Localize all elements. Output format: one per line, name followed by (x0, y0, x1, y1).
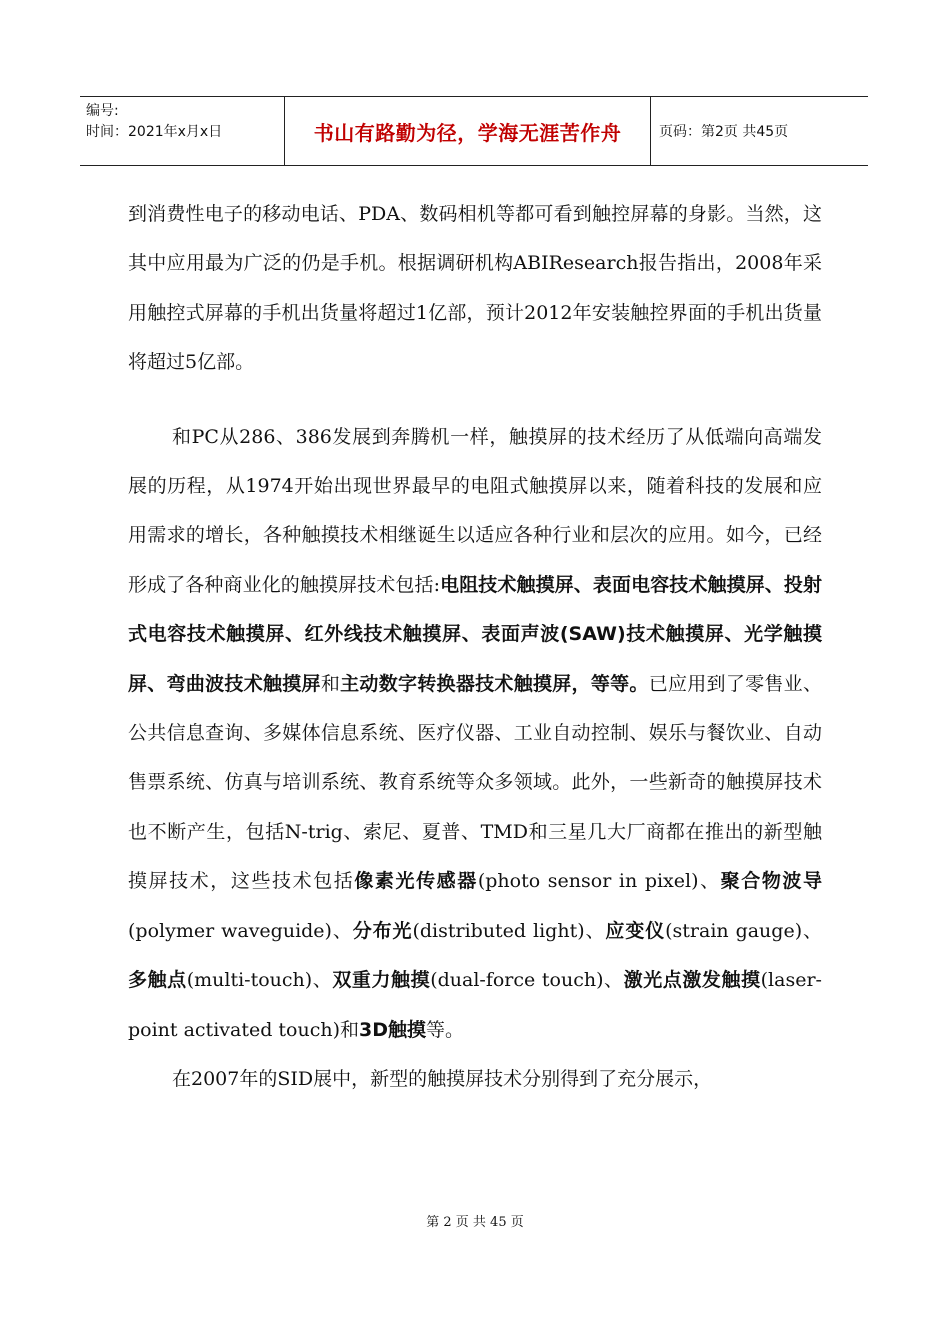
text-segment: (polymer waveguide)、 (128, 919, 353, 942)
paragraph (128, 1055, 822, 1104)
paragraph (128, 413, 822, 1055)
document-body (128, 190, 822, 1104)
bold-text-segment: 主动数字转换器技术触摸屏，等等。 (340, 672, 649, 695)
page-header (80, 96, 868, 166)
text-segment: (strain gauge)、 (665, 919, 823, 942)
text-segment: 在2007年的SID展中，新型的触摸屏技术分别得到了充分展示， (172, 1067, 713, 1090)
document-time-label: 时间：2021年x月x日 (86, 124, 223, 140)
text-segment: 等。 (426, 1018, 465, 1041)
text-segment: 和 (320, 672, 341, 695)
bold-text-segment: 多触点 (128, 969, 187, 992)
text-segment: 和PC从286、386发展到奔腾机一样，触摸屏的技术经历了从低端向高端发展的历程，从1974开始出现世界最早的电阻式触摸屏以来，随着科技的发展和应用需求的增长，各种触摸技术相继诞生以适应各种行业和层次的应用。如今，已经形成了各种商业化的触摸屏技术包括: (128, 425, 822, 596)
text-segment: (multi-touch)、 (186, 969, 333, 992)
paragraph (128, 190, 822, 388)
bold-text-segment: 3D触摸 (359, 1018, 427, 1041)
bold-text-segment: 双重力触摸 (332, 969, 431, 992)
bold-text-segment: 像素光传感器 (354, 870, 478, 893)
text-segment: (dual-force touch)、 (430, 969, 624, 992)
bold-text-segment: 电阻技术触摸屏、表面电容技术触摸屏、投射式电容技术触摸屏、红外线技术触摸屏、表面声波(SAW)技术触摸屏、光学触摸屏、弯曲波技术触摸屏 (128, 573, 822, 695)
page-footer: 第 2 页 共 45 页 (426, 1215, 524, 1230)
bold-text-segment: 应变仪 (605, 919, 666, 942)
bold-text-segment: 聚合物波导 (720, 870, 822, 893)
text-segment: 已应用到了零售业、公共信息查询、多媒体信息系统、医疗仪器、工业自动控制、娱乐与餐饮业、自动售票系统、仿真与培训系统、教育系统等众多领域。此外，一些新奇的触摸屏技术也不断产生，包括N-trig、索尼、夏普、TMD和三星几大厂商都在推出的新型触摸屏技术，这些技术包括 (128, 672, 822, 893)
bold-text-segment: 激光点激发触摸 (623, 969, 761, 992)
text-segment: (distributed light)、 (412, 919, 606, 942)
text-segment: (laser-point activated touch)和 (128, 969, 822, 1041)
header-motto: 书山有路勤为径，学海无涯苦作舟 (285, 97, 651, 165)
text-segment: 到消费性电子的移动电话、PDA、数码相机等都可看到触控屏幕的身影。当然，这其中应用最为广泛的仍是手机。根据调研机构ABIResearch报告指出，2008年采用触控式屏幕的手机出货量将超过1亿部，预计2012年安装触控界面的手机出货量将超过5亿部。 (128, 203, 822, 374)
document-number-label: 编号: (86, 103, 119, 119)
header-meta (80, 97, 285, 165)
text-segment: (photo sensor in pixel)、 (477, 870, 721, 893)
bold-text-segment: 分布光 (352, 919, 413, 942)
header-page-code: 页码：第2页 共45页 (659, 124, 789, 140)
